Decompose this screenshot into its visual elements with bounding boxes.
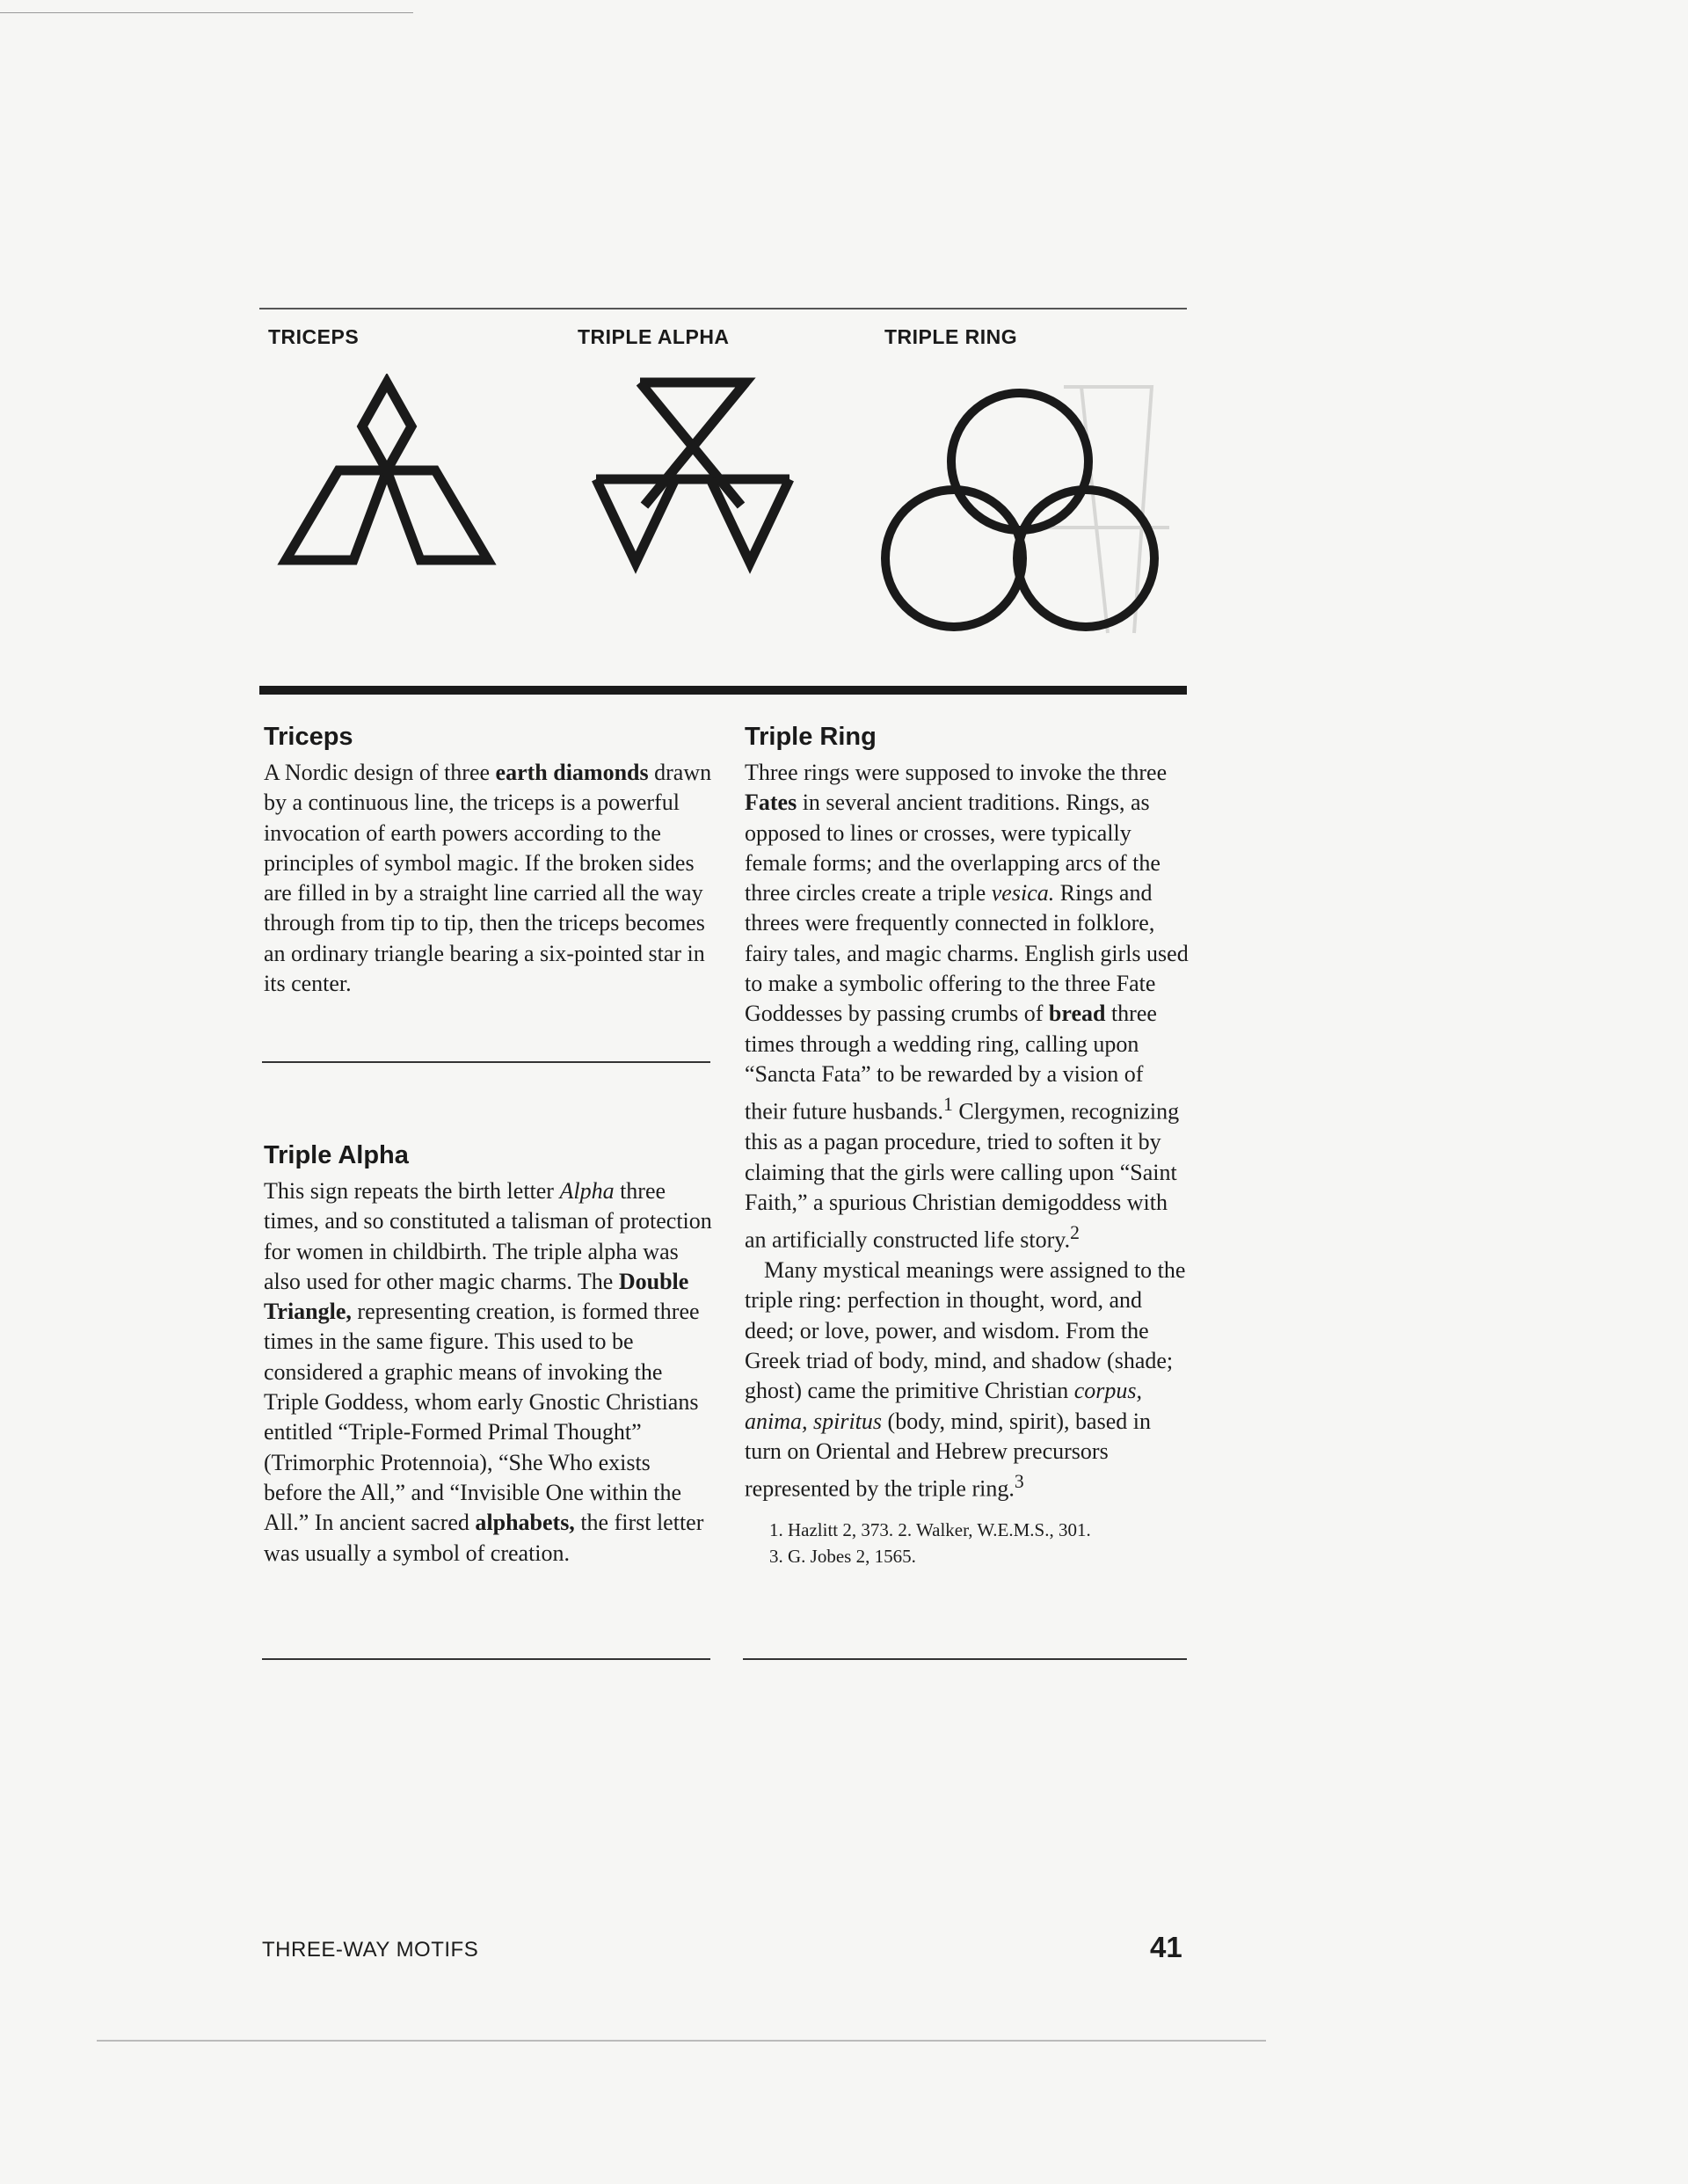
section-rule-thick	[259, 686, 1187, 695]
footnote-ref-3: 3	[1014, 1471, 1024, 1493]
triceps-symbol	[273, 374, 501, 576]
triceps-body: A Nordic design of three earth diamonds drawn by a continuous line, the triceps is a powerful invocation of earth powers according to the principles of symbol magic. If the broken sides are filled in by a straight line carried all the way through from tip to tip, then the triceps becomes an ordinary triangle bearing a six-pointed star in its center.	[264, 760, 712, 997]
footnote-line: 1. Hazlitt 2, 373. 2. Walker, W.E.M.S., 301.	[769, 1519, 1091, 1541]
triple-alpha-body: This sign repeats the birth letter Alpha three times, and so constituted a talisman of protection for women in childbirth. The triple alpha was also used for other magic charms. The Double Triangle, representing creation, is formed three times in the same figure. This used to be considered a graphic means of invoking the Triple Goddess, whom early Gnostic Christians entitled “Triple-Formed Primal Thought” (Trimorphic Protennoia), “She Who exists before the All,” and “Invisible One within the All.” In ancient sacred alphabets, the first letter was usually a symbol of creation.	[264, 1178, 712, 1566]
top-rule	[259, 308, 1187, 309]
triple-ring-entry	[745, 721, 1189, 1569]
footnote-ref-2: 2	[1070, 1222, 1080, 1244]
triceps-entry	[264, 721, 712, 999]
triple-ring-symbol	[875, 382, 1165, 637]
triple-ring-body-1: Three rings were supposed to invoke the three Fates in several ancient traditions. Rings, as opposed to lines or crosses, were typically female forms; and the overlapping arcs of the three circles create a triple vesica. Rings and threes were frequently connected in folklore, fairy tales, and magic charms. English girls used to make a symbolic offering to the three Fate Goddesses by passing crumbs of bread three times through a wedding ring, calling upon “Sancta Fata” to be rewarded by a vision of their future husbands.$^1$ Clergymen, recognizing this as a pagan procedure, tried to soften it by claiming that the girls were calling upon “Saint Faith,” a spurious Christian demigoddess with an artificially constructed life story.$^2$	[745, 760, 1189, 1253]
footnote-line: 3. G. Jobes 2, 1565.	[769, 1546, 916, 1568]
cross-ref-earth-diamonds: earth diamonds	[495, 760, 649, 785]
entry-divider	[262, 1061, 710, 1063]
entry-divider	[262, 1658, 710, 1660]
cross-ref-bread: bread	[1048, 1001, 1106, 1027]
cross-ref-alphabets: alphabets,	[475, 1510, 575, 1536]
triceps-heading: Triceps	[264, 723, 353, 751]
scan-edge-line	[0, 12, 413, 13]
caption-triple-alpha: TRIPLE ALPHA	[578, 325, 730, 348]
triple-ring-body-2: Many mystical meanings were assigned to the triple ring: perfection in thought, word, and deed; or love, power, and wisdom. From the Greek triad of body, mind, and shadow (shade; ghost) came the primitive Christian corpus, anima, spiritus (body, mind, spirit), based in turn on Oriental and Hebrew precursors represented by the triple ring.$^3$	[745, 1257, 1186, 1502]
scan-edge-line	[97, 2040, 1266, 2042]
triple-alpha-symbol	[578, 374, 807, 576]
triple-ring-heading: Triple Ring	[745, 723, 877, 751]
triple-alpha-heading: Triple Alpha	[264, 1141, 409, 1169]
footnote-ref-1: 1	[943, 1094, 953, 1116]
running-footer: THREE-WAY MOTIFS	[262, 1938, 479, 1962]
triple-alpha-entry	[264, 1139, 712, 1569]
cross-ref-double-triangle: Double Triangle,	[264, 1268, 689, 1325]
page-number: 41	[1150, 1931, 1182, 1963]
footnotes	[769, 1517, 1189, 1569]
cross-ref-fates: Fates	[745, 790, 797, 816]
caption-triple-ring: TRIPLE RING	[884, 325, 1018, 348]
entry-divider	[743, 1658, 1187, 1660]
caption-triceps: TRICEPS	[268, 325, 360, 348]
